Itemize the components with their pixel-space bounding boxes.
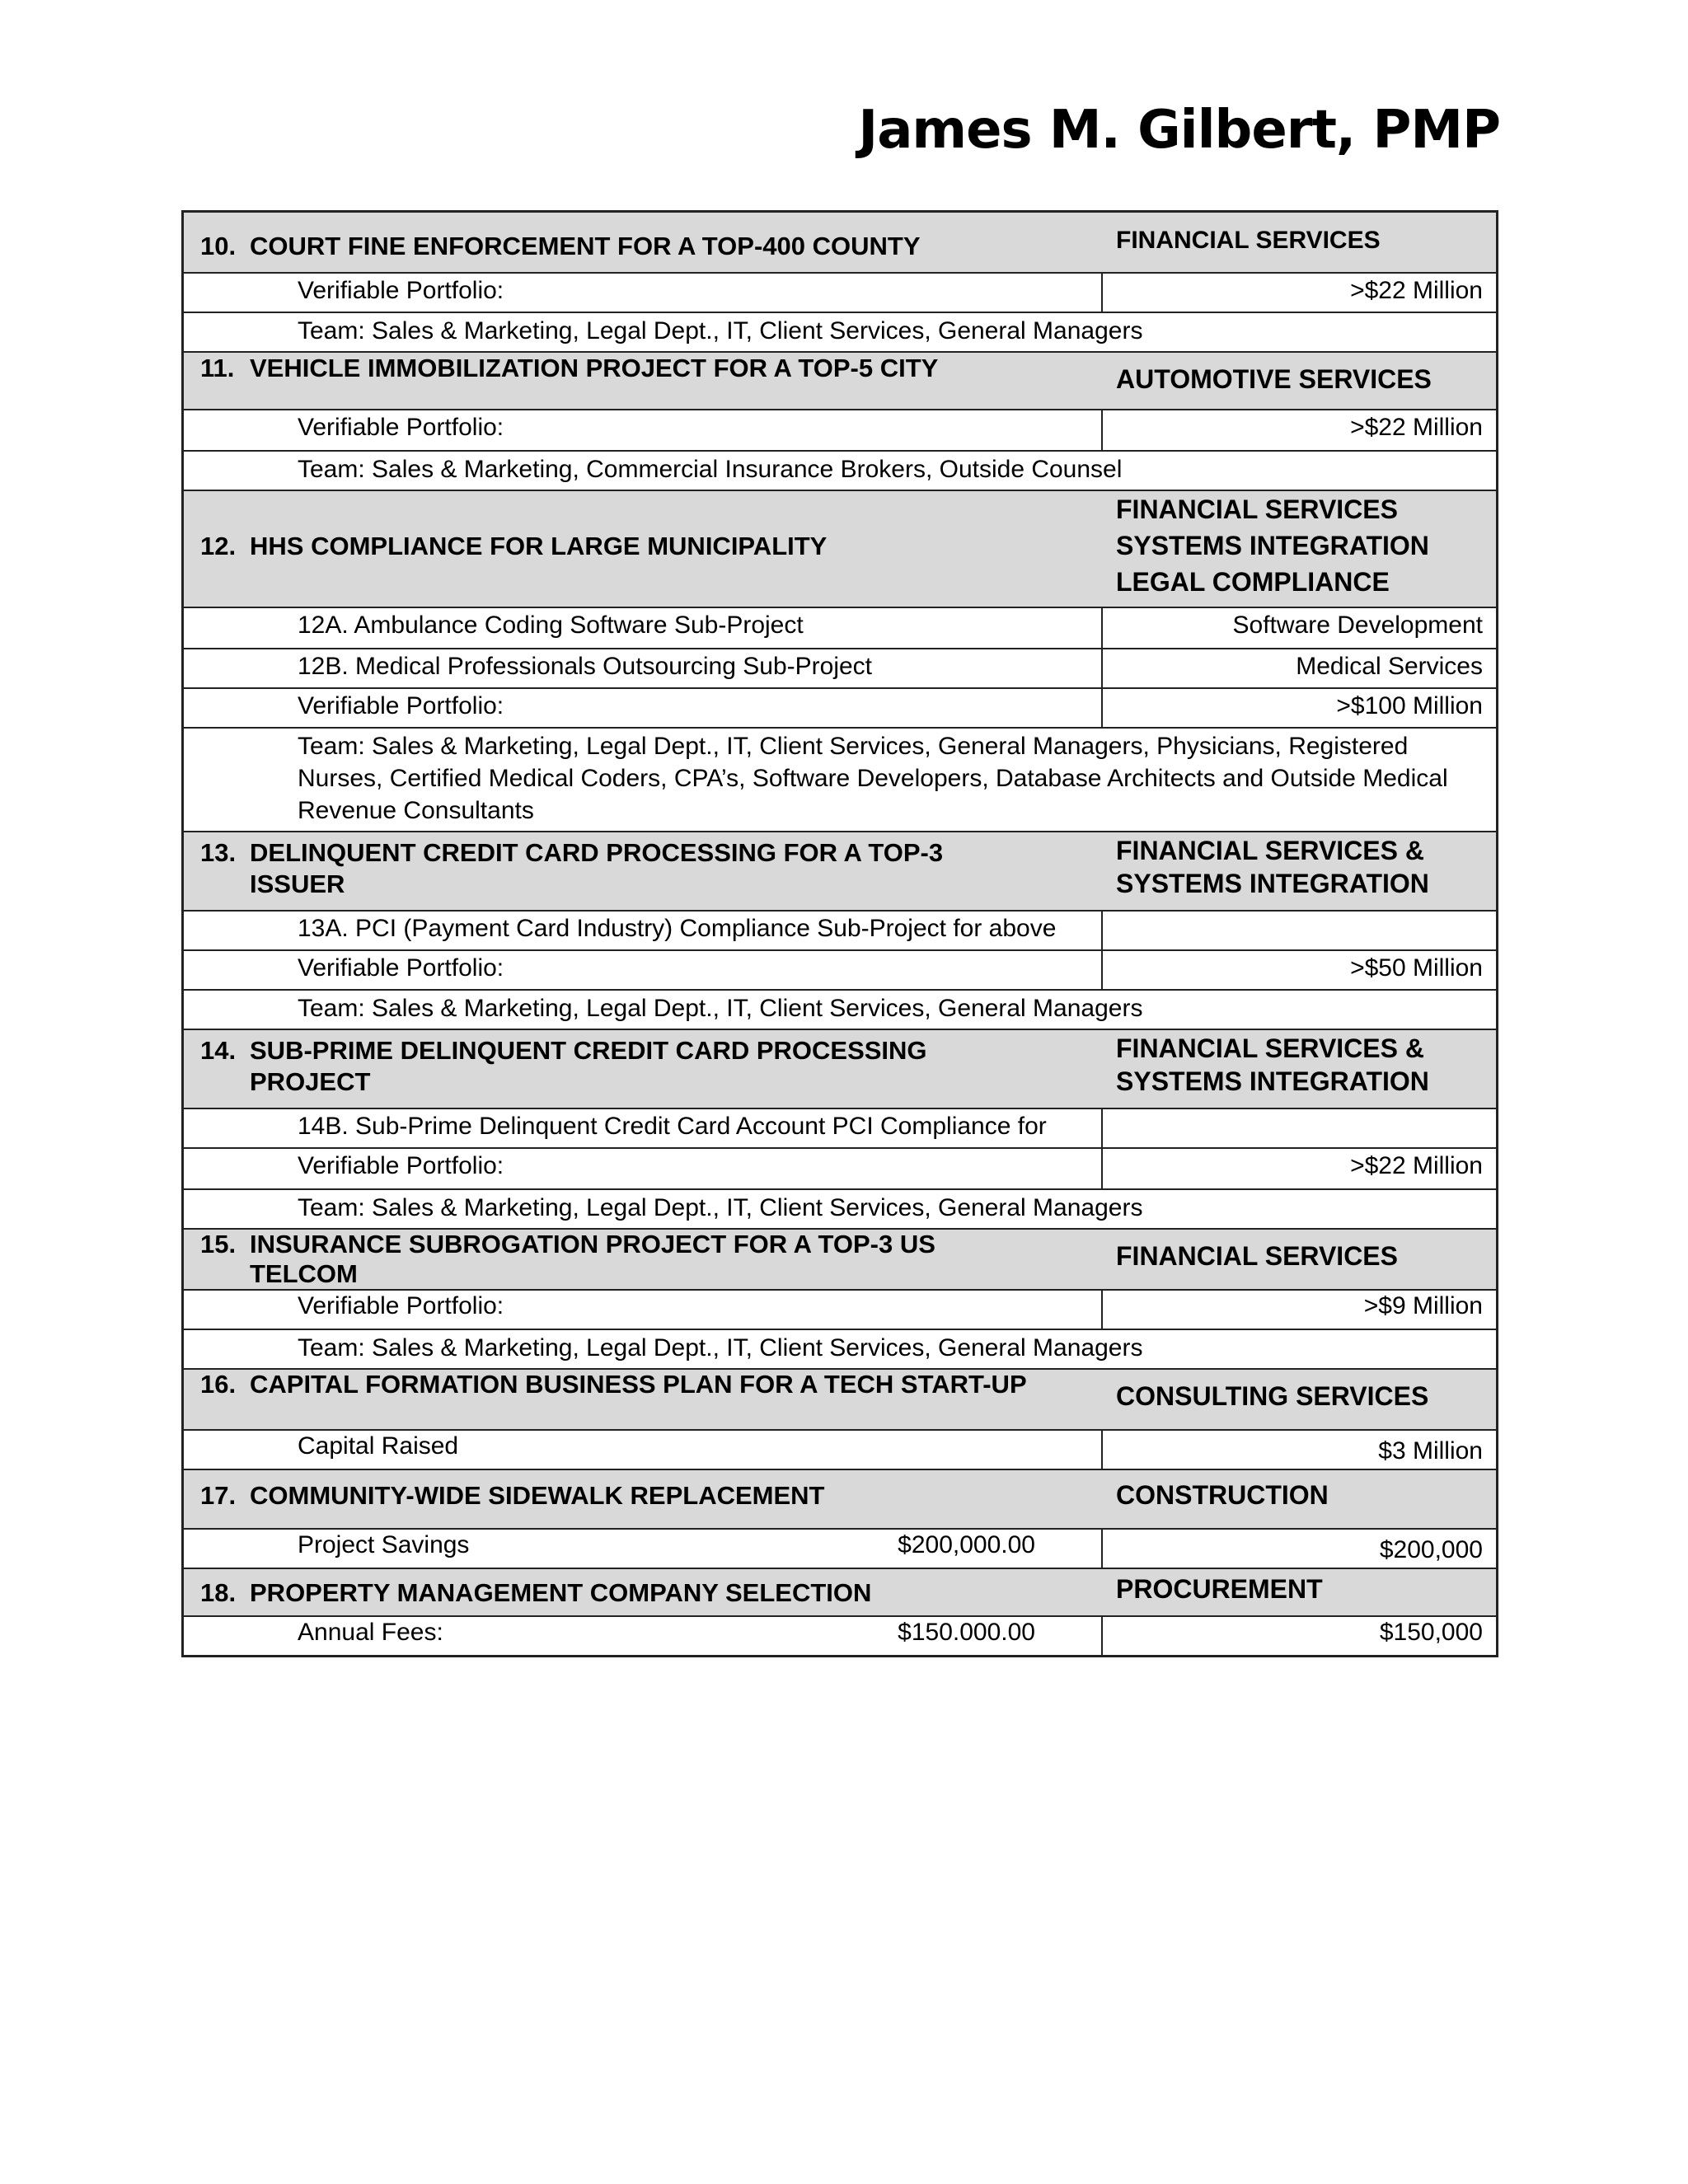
- project-16-header: [184, 1370, 1496, 1431]
- team-row: [184, 452, 1496, 491]
- row-label: 12B. Medical Professionals Outsourcing Sub-Project: [298, 653, 873, 680]
- project-title: PROPERTY MANAGEMENT COMPANY SELECTION: [250, 1578, 872, 1607]
- row-value: >$50 Million: [1350, 954, 1483, 982]
- team-text: Team: Sales & Marketing, Legal Dept., IT, Client Services, General Managers: [298, 317, 1143, 344]
- table-row: [184, 1291, 1496, 1330]
- row-value: >$22 Million: [1350, 414, 1483, 441]
- table-row: [184, 410, 1496, 452]
- row-label: Verifiable Portfolio:: [298, 692, 504, 719]
- project-title: INSURANCE SUBROGATION PROJECT FOR A TOP-3 US TELCOM: [250, 1230, 935, 1288]
- row-label: Verifiable Portfolio:: [298, 1292, 504, 1319]
- project-category: LEGAL COMPLIANCE: [1116, 567, 1390, 597]
- row-label: Verifiable Portfolio:: [298, 414, 504, 441]
- project-category: CONSTRUCTION: [1116, 1480, 1329, 1510]
- project-category: FINANCIAL SERVICES: [1116, 494, 1398, 524]
- project-category: SYSTEMS INTEGRATION: [1116, 531, 1429, 560]
- project-category: SYSTEMS INTEGRATION: [1116, 869, 1429, 898]
- row-value: $150,000: [1379, 1619, 1483, 1646]
- project-10-header: [184, 213, 1496, 274]
- row-label: 12A. Ambulance Coding Software Sub-Project: [298, 612, 804, 639]
- project-17-header: [184, 1470, 1496, 1530]
- team-text: Team: Sales & Marketing, Legal Dept., IT, Client Services, General Managers: [298, 1334, 1143, 1361]
- table-row: [184, 1617, 1496, 1655]
- table-row: [184, 1109, 1496, 1149]
- team-row: [184, 1330, 1496, 1370]
- project-number: 14.: [200, 1036, 237, 1065]
- table-row: [184, 689, 1496, 729]
- project-number: 17.: [200, 1481, 237, 1510]
- row-label: Verifiable Portfolio:: [298, 954, 504, 982]
- row-label: Verifiable Portfolio:: [298, 277, 504, 304]
- project-14-header: [184, 1030, 1496, 1109]
- row-label: Capital Raised: [298, 1432, 459, 1460]
- row-label: 13A. PCI (Payment Card Industry) Compliance Sub-Project for above: [298, 915, 1057, 942]
- project-title: COMMUNITY-WIDE SIDEWALK REPLACEMENT: [250, 1481, 825, 1510]
- table-row: [184, 1431, 1496, 1470]
- project-category: FINANCIAL SERVICES: [1116, 1241, 1398, 1271]
- project-category: PROCUREMENT: [1116, 1574, 1323, 1604]
- row-value: $3 Million: [1378, 1437, 1483, 1465]
- table-row: [184, 1149, 1496, 1190]
- row-value: Software Development: [1232, 612, 1483, 639]
- table-row: [184, 951, 1496, 991]
- project-category: FINANCIAL SERVICES &: [1116, 1033, 1424, 1063]
- project-12-header: [184, 491, 1496, 608]
- row-value: [1103, 1109, 1496, 1111]
- project-category: FINANCIAL SERVICES: [1116, 227, 1381, 254]
- team-text: Team: Sales & Marketing, Legal Dept., IT, Client Services, General Managers: [298, 1194, 1143, 1221]
- project-18-header: [184, 1569, 1496, 1617]
- team-text: Team: Sales & Marketing, Commercial Insurance Brokers, Outside Counsel: [298, 456, 1123, 483]
- row-value: >$22 Million: [1350, 1152, 1483, 1179]
- row-value: [1103, 912, 1496, 913]
- project-number: 10.: [200, 232, 237, 260]
- project-13-header: [184, 832, 1496, 912]
- team-row: [184, 1190, 1496, 1230]
- table-row: [184, 649, 1496, 689]
- table-row: [184, 608, 1496, 649]
- table-row: [184, 1530, 1496, 1569]
- project-category: FINANCIAL SERVICES &: [1116, 836, 1424, 865]
- project-title: DELINQUENT CREDIT CARD PROCESSING FOR A TOP-3 ISSUER: [250, 838, 944, 898]
- table-row: [184, 274, 1496, 313]
- row-label: 14B. Sub-Prime Delinquent Credit Card Account PCI Compliance for: [298, 1113, 1047, 1140]
- project-table: [181, 210, 1498, 1657]
- project-number: 12.: [200, 532, 237, 560]
- project-number: 16.: [200, 1370, 237, 1399]
- row-amount: $200,000.00: [898, 1531, 1035, 1558]
- project-15-header: [184, 1230, 1496, 1291]
- resume-owner-name: James M. Gilbert, PMP: [858, 100, 1500, 161]
- row-label: Annual Fees:: [298, 1619, 443, 1646]
- row-value: $200,000: [1379, 1536, 1483, 1563]
- team-text: Team: Sales & Marketing, Legal Dept., IT, Client Services, General Managers: [298, 995, 1143, 1022]
- project-category: SYSTEMS INTEGRATION: [1116, 1066, 1429, 1096]
- project-title: CAPITAL FORMATION BUSINESS PLAN FOR A TECH START-UP: [250, 1370, 1027, 1399]
- table-row: [184, 912, 1496, 951]
- row-label: Verifiable Portfolio:: [298, 1152, 504, 1179]
- team-text: Team: Sales & Marketing, Legal Dept., IT, Client Services, General Managers, Physicians, Registered Nurses, Certified Medical Coders, CPA’s, Software Developers, Database Architects and Outside Medical Revenue Consultants: [298, 733, 1448, 824]
- team-row: [184, 729, 1496, 832]
- project-title: COURT FINE ENFORCEMENT FOR A TOP-400 COUNTY: [250, 232, 921, 260]
- project-number: 13.: [200, 838, 237, 867]
- team-row: [184, 313, 1496, 353]
- row-value: >$100 Million: [1336, 692, 1483, 719]
- project-title: SUB-PRIME DELINQUENT CREDIT CARD PROCESSING PROJECT: [250, 1036, 927, 1096]
- project-title: VEHICLE IMMOBILIZATION PROJECT FOR A TOP-5 CITY: [250, 354, 939, 382]
- row-value: Medical Services: [1296, 653, 1483, 680]
- project-title: HHS COMPLIANCE FOR LARGE MUNICIPALITY: [250, 532, 828, 560]
- project-category: CONSULTING SERVICES: [1116, 1381, 1429, 1411]
- row-label: Project Savings: [298, 1531, 470, 1558]
- project-number: 11.: [200, 354, 235, 382]
- project-number: 15.: [200, 1230, 237, 1258]
- row-value: >$9 Million: [1363, 1292, 1483, 1319]
- row-amount: $150.000.00: [898, 1619, 1035, 1646]
- row-value: >$22 Million: [1350, 277, 1483, 304]
- project-11-header: [184, 353, 1496, 410]
- project-category: AUTOMOTIVE SERVICES: [1116, 364, 1432, 394]
- team-row: [184, 991, 1496, 1030]
- project-number: 18.: [200, 1578, 237, 1607]
